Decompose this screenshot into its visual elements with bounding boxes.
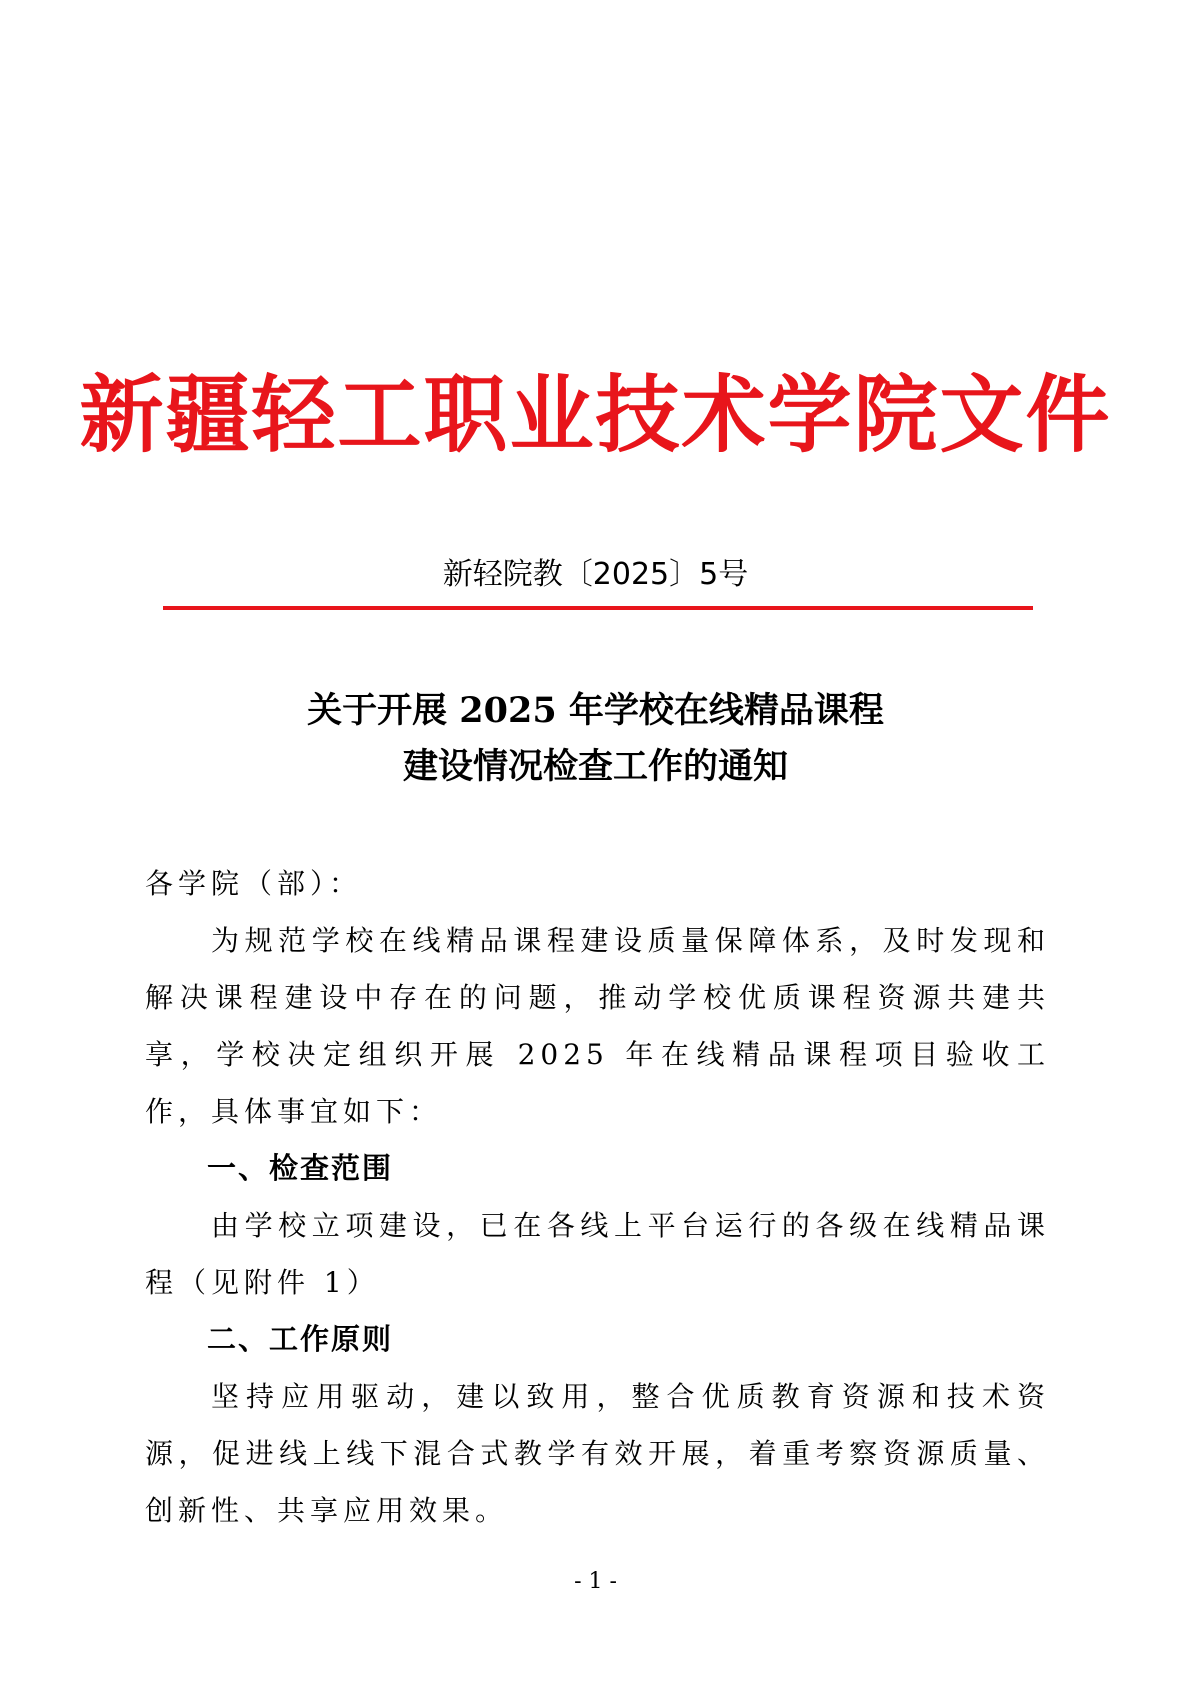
- section-heading-principles: 二、工作原则: [207, 1322, 394, 1356]
- salutation: 各学院（部）：: [145, 867, 363, 900]
- notice-title-line-2: 建设情况检查工作的通知: [402, 746, 788, 787]
- red-divider-line: [163, 606, 1033, 610]
- section-text-scope: 由学校立项建设，已在各线上平台运行的各级在线精品课程（见附件 1）: [145, 1209, 1050, 1299]
- document-number: 新轻院教〔2025〕5号: [442, 557, 749, 592]
- page-number: - 1 -: [574, 1569, 617, 1594]
- intro-paragraph: 为规范学校在线精品课程建设质量保障体系，及时发现和解决课程建设中存在的问题，推动学校优质课程资源共建共享，学校决定组织开展 2025 年在线精品课程项目验收工作，具体事宜如下：: [145, 924, 1050, 1128]
- organization-title: 新疆轻工职业技术学院文件: [79, 365, 1112, 464]
- notice-title-line-1: 关于开展 2025 年学校在线精品课程: [307, 690, 884, 731]
- body-text: [145, 855, 1050, 1539]
- notice-title: [0, 683, 1191, 795]
- section-text-principles: 坚持应用驱动，建以致用，整合优质教育资源和技术资源，促进线上线下混合式教学有效开展，着重考察资源质量、创新性、共享应用效果。: [145, 1380, 1050, 1527]
- section-heading-scope: 一、检查范围: [207, 1151, 394, 1185]
